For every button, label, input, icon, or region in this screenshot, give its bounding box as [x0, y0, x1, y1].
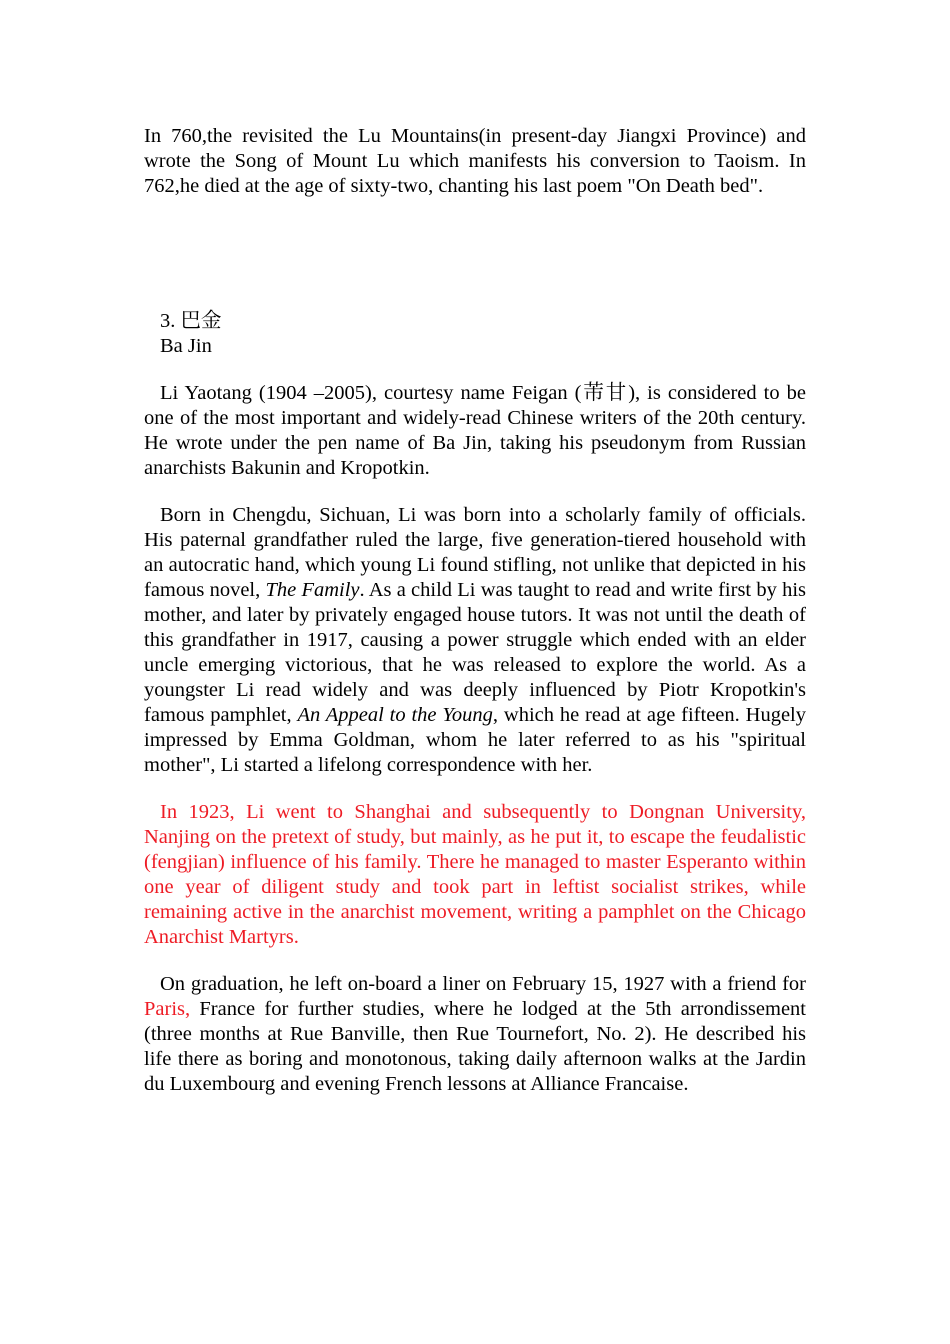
- pamphlet-title: An Appeal to the Young: [297, 704, 493, 726]
- document-body: [144, 124, 806, 1097]
- section-english-title: Ba Jin: [160, 335, 212, 357]
- spacer: [144, 359, 806, 381]
- spacer: [144, 950, 806, 972]
- text-span: On graduation, he left on-board a liner on February 15, 1927 with a friend for: [160, 973, 806, 995]
- text-span: France for further studies, where he lodged at the 5th arrondissement (three months at Rue Banville, then Rue Tournefort, No. 2). He described his life there as boring and monotonous, taking daily afternoon walks at the Jardin du Luxembourg and evening French lessons at Alliance Francaise.: [144, 998, 806, 1095]
- novel-title: The Family: [265, 579, 360, 601]
- intro-paragraph: In 760,the revisited the Lu Mountains(in present-day Jiangxi Province) and wrote the Song of Mount Lu which manifests his conversion to Taoism. In 762,he died at the age of sixty-two, chanting his last poem "On Death bed".: [144, 125, 806, 197]
- section-number-title: 3. 巴金: [160, 310, 222, 332]
- paragraph-early-life: [144, 503, 806, 778]
- paragraph-biography-intro: Li Yaotang (1904 –2005), courtesy name Feigan (芾甘), is considered to be one of the most important and widely-read Chinese writers of the 20th century. He wrote under the pen name of Ba Jin, taking his pseudonym from Russian anarchists Bakunin and Kropotkin.: [144, 382, 806, 479]
- spacer: [144, 481, 806, 503]
- text-span: Born in Chengdu, Sichuan, Li was born into a scholarly family of officials. His paternal grandfather ruled the large, five generation-tiered household with an autocratic hand, which young Li found stifling, not unlike that depicted in his famous novel,: [144, 504, 806, 601]
- spacer: [144, 199, 806, 309]
- paragraph-paris: [144, 972, 806, 1097]
- highlight-paris: Paris,: [144, 998, 191, 1020]
- paragraph-shanghai-highlighted: In 1923, Li went to Shanghai and subsequently to Dongnan University, Nanjing on the pretext of study, but mainly, as he put it, to escape the feudalistic (fengjian) influence of his family. There he managed to master Esperanto within one year of diligent study and took part in leftist socialist strikes, while remaining active in the anarchist movement, writing a pamphlet on the Chicago Anarchist Martyrs.: [144, 801, 806, 948]
- text-span: . As a child Li was taught to read and write first by his mother, and later by privately engaged house tutors. It was not until the death of this grandfather in 1917, causing a power struggle which ended with an elder uncle emerging victorious, that he was released to explore the world. As a youngster Li read widely and was deeply influenced by Piotr Kropotkin's famous pamphlet,: [144, 579, 806, 726]
- text-span: , which he read at age fifteen. Hugely impressed by Emma Goldman, whom he later referred to as his "spiritual mother", Li started a lifelong correspondence with her.: [144, 704, 806, 776]
- spacer: [144, 778, 806, 800]
